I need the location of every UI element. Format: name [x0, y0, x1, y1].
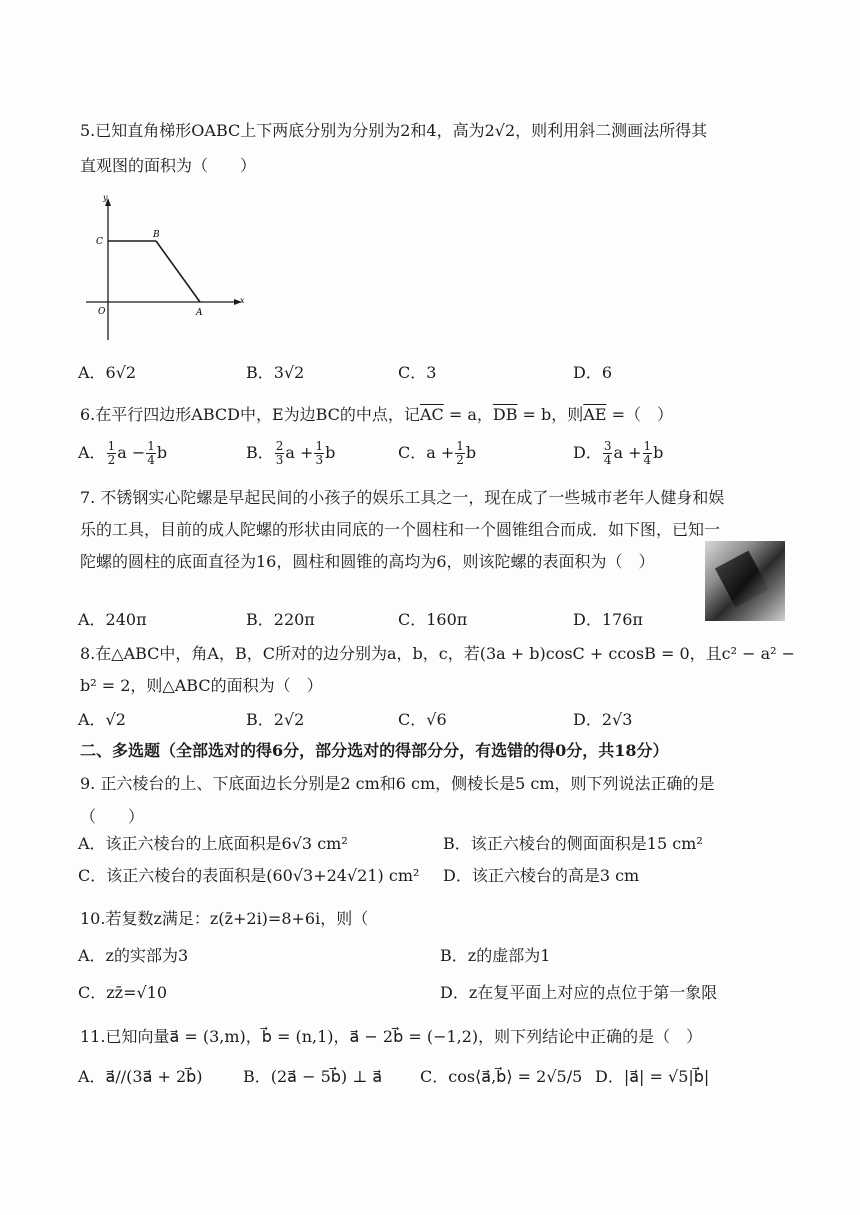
q6-eq-a: = a，: [443, 405, 493, 424]
q6-stem: [80, 402, 673, 425]
q7-stem-line1: 7. 不锈钢实心陀螺是早起民间的小孩子的娱乐工具之一，现在成了一些城市老年人健身和娱: [80, 488, 725, 507]
q7-option-a: A．240π: [78, 610, 147, 629]
q10-option-b: B．z的虚部为1: [440, 946, 551, 965]
q5-option-b: B．3√2: [246, 363, 305, 382]
q11-option-c: C．cos⟨a⃗,b⃗⟩ = 2√5/5: [420, 1067, 583, 1086]
section-2-heading: 二、多选题（全部选对的得6分，部分选对的得部分分，有选错的得0分，共18分）: [80, 741, 669, 760]
q7-option-b: B．220π: [246, 610, 315, 629]
q5-option-c: C．3: [398, 363, 437, 382]
fig-b-label: B: [153, 230, 160, 240]
q6-eq-b: = b，则: [517, 405, 584, 424]
q9-option-a: A．该正六棱台的上底面积是6√3 cm²: [78, 834, 348, 853]
q5-option-d: D．6: [573, 363, 613, 382]
fig-o-label: O: [98, 307, 106, 317]
q10-option-a: A．z的实部为3: [78, 946, 189, 965]
q7-option-c: C．160π: [398, 610, 468, 629]
fig-x-label: x: [240, 296, 245, 305]
q6-stem-pre: 6.在平行四边形ABCD中，E为边BC的中点，记: [80, 405, 420, 424]
q8-option-d: D．2√3: [573, 710, 633, 729]
fig-c-label: C: [96, 237, 103, 247]
q8-option-b: B．2√2: [246, 710, 305, 729]
q6-vec-db: $\overline{DB}$: [492, 405, 518, 424]
q9-option-c: C．该正六棱台的表面积是(60√3+24√21) cm²: [78, 866, 420, 885]
q6-vec-ac: $\overline{AC}$: [419, 405, 444, 424]
fig-a-label: A: [196, 308, 203, 318]
q11-stem: 11.已知向量a⃗ = (3,m)，b⃗ = (n,1)，a⃗ − 2b⃗ = (−1,2)，则下列结论中正确的是（ ）: [80, 1027, 703, 1046]
q9-option-b: B．该正六棱台的侧面面积是15 cm²: [443, 834, 703, 853]
spinning-top-photo: [705, 541, 785, 621]
q11-option-a: A．a⃗//(3a⃗ + 2b⃗): [78, 1067, 203, 1086]
q9-stem-line1: 9. 正六棱台的上、下底面边长分别是2 cm和6 cm，侧棱长是5 cm，则下列说法正确的是: [80, 774, 715, 793]
q10-stem: 10.若复数z满足：z(z̄+2i)=8+6i，则（: [80, 909, 369, 928]
q10-option-d: D．z在复平面上对应的点位于第一象限: [440, 983, 718, 1002]
q5-trapezoid-figure: [78, 190, 248, 350]
q8-option-c: C．√6: [398, 710, 447, 729]
q6-stem-post: =（ ）: [606, 405, 674, 424]
q9-stem-line2: （ ）: [80, 807, 145, 826]
q5-stem-line2: 直观图的面积为（ ）: [80, 156, 257, 175]
q8-stem-line1: 8.在△ABC中，角A，B，C所对的边分别为a，b，c，若(3a + b)cosC + ccosB = 0，且c² − a² −: [80, 644, 796, 663]
q7-stem-line2: 乐的工具，目前的成人陀螺的形状由同底的一个圆柱和一个圆锥组合而成．如下图，已知一: [80, 520, 721, 539]
q8-stem-line2: b² = 2，则△ABC的面积为（ ）: [80, 676, 323, 695]
q6-option-d: D． $\frac{3}{4}$ a + $\frac{1}{4}$ b: [573, 439, 664, 467]
q5-stem-line1: 5.已知直角梯形OABC上下两底分别为分别为2和4，高为2√2，则利用斜二测画法所得其: [80, 121, 708, 140]
q9-option-d: D．该正六棱台的高是3 cm: [443, 866, 640, 885]
q7-option-d: D．176π: [573, 610, 643, 629]
fig-y-label: y: [103, 193, 108, 202]
q7-stem-line3: 陀螺的圆柱的底面直径为16，圆柱和圆锥的高均为6，则该陀螺的表面积为（ ）: [80, 552, 655, 571]
q10-option-c: C．zz̄=√10: [78, 983, 168, 1002]
q5-option-a: A．6√2: [78, 363, 137, 382]
q11-option-b: B．(2a⃗ − 5b⃗) ⊥ a⃗: [243, 1067, 383, 1086]
q11-option-d: D．|a⃗| = √5|b⃗|: [595, 1067, 710, 1086]
q6-option-a: A． $\frac{1}{2}$ a − $\frac{1}{4}$ b: [78, 439, 168, 467]
q6-option-c: C．a + $\frac{1}{2}$ b: [398, 439, 477, 467]
q6-vec-ae: $\overline{AE}$: [583, 405, 607, 424]
q8-option-a: A．√2: [78, 710, 126, 729]
q6-option-b: B． $\frac{2}{3}$ a + $\frac{1}{3}$ b: [246, 439, 336, 467]
